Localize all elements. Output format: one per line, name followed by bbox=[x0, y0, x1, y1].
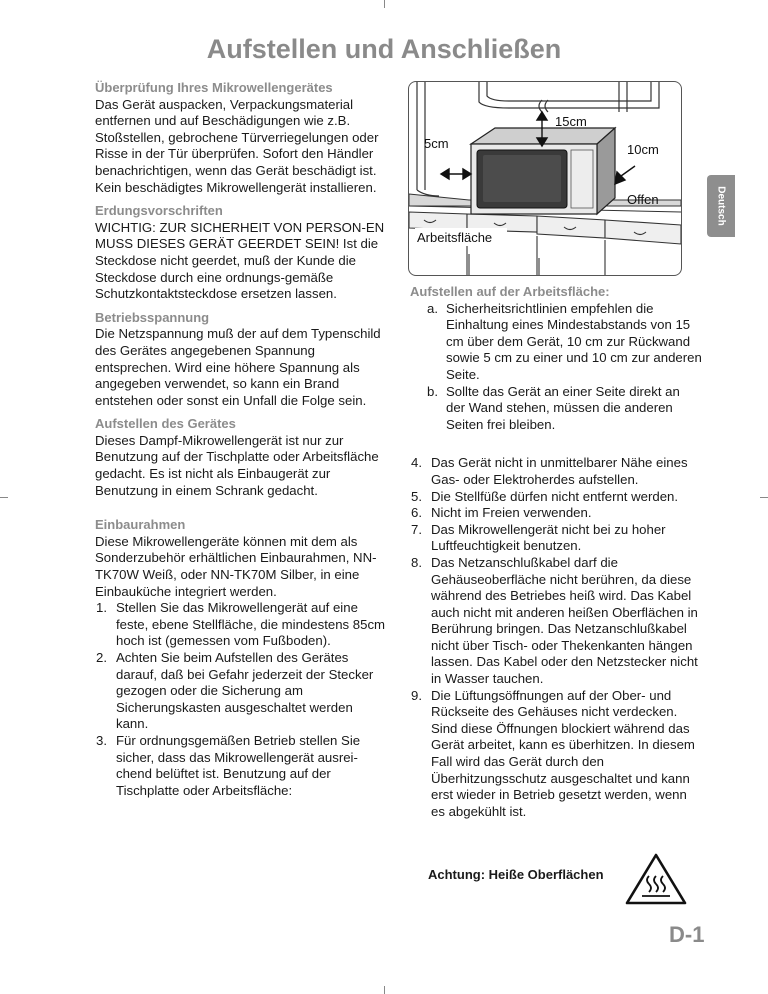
label-offen: Offen bbox=[627, 192, 659, 207]
language-tab-label: Deutsch bbox=[715, 186, 727, 226]
list-item: 4. Das Gerät nicht in unmittelbarer Nähe eines Gas- oder Elektroherdes aufstellen. bbox=[411, 455, 688, 487]
steps-list-left bbox=[95, 600, 387, 799]
hot-surface-icon bbox=[624, 852, 688, 911]
crop-mark bbox=[384, 986, 385, 994]
list-item: 9. Die Lüftungsöffnungen auf der Ober- und Rückseite des Gehäuses nicht verdecken. Sind diese Öffnungen blockiert während das Gerät arbeitet, kann es überhitzen. In diesem Fall wird das Gerät durch den Überhitzungsschutz ausgeschaltet und kann erst wieder in Betrieb gesetzt werden, wenn es abgekühlt ist. bbox=[411, 687, 695, 819]
right-column bbox=[410, 284, 702, 820]
section-heading-inspection: Überprüfung Ihres Mikrowellengerätes bbox=[95, 80, 333, 95]
list-item: 3. Für ordnungsgemäßen Betrieb stellen Sie sicher, dass das Mikrowellengerät ausrei-chend belüftet ist. Benutzung auf der Tischplatte oder Arbeitsfläche: bbox=[96, 732, 361, 798]
list-item: 2. Achten Sie beim Aufstellen des Gerätes darauf, daß bei Gefahr jederzeit der Stecker gezogen oder die Sicherung am Sicherungskasten ausgeschaltet werden kann. bbox=[96, 650, 374, 732]
list-item: b. Sollte das Gerät an einer Seite direkt an der Wand stehen, müssen die anderen Seiten frei bleiben. bbox=[427, 383, 680, 432]
section-heading-frame: Einbaurahmen bbox=[95, 517, 186, 533]
crop-mark bbox=[760, 497, 768, 498]
page-title: Aufstellen und Anschließen bbox=[206, 34, 562, 64]
section-text-placement: Dieses Dampf-Mikrowellengerät ist nur zur Benutzung auf der Tischplatte oder Arbeitsfläche gedacht. Es ist nicht als Einbaugerät zur Benutzung in einem Schrank gedacht. bbox=[95, 432, 379, 498]
crop-mark bbox=[0, 497, 8, 498]
section-heading-voltage: Betriebsspannung bbox=[95, 309, 210, 325]
label-5cm: 5cm bbox=[424, 136, 449, 151]
list-item: 7. Das Mikrowellengerät nicht bei zu hoher Luftfeuchtigkeit benutzen. bbox=[411, 521, 666, 554]
section-heading-placement: Aufstellen des Gerätes bbox=[95, 416, 236, 432]
section-text-grounding: WICHTIG: ZUR SICHERHEIT VON PERSON-EN MUSS DIESES GERÄT GEERDET SEIN! Ist die Steckdose nicht geerdet, muß der Kunde die Steckdose durch eine ordnungs-gemäße Schutzkontaktsteckdose ersetzen lassen. bbox=[95, 219, 385, 302]
label-15cm: 15cm bbox=[555, 114, 587, 129]
left-column bbox=[95, 80, 387, 799]
language-tab bbox=[707, 175, 735, 237]
list-item: 1. Stellen Sie das Mikrowellengerät auf eine feste, ebene Stellfläche, die mindestens 85cm hoch ist (gemessen vom Fußboden). bbox=[96, 600, 386, 649]
label-arbeitsflaeche: Arbeitsfläche bbox=[417, 230, 493, 245]
list-item: a. Sicherheitsrichtlinien empfehlen die Einhaltung eines Mindestabstands von 15 cm über dem Gerät, 10 cm zur Rückwand sowie 5 cm zu einer und 10 cm zur anderen Seite. bbox=[427, 300, 702, 382]
sub-list bbox=[410, 301, 702, 434]
section-text-inspection: Das Gerät auspacken, Verpackungsmaterial entfernen und auf Beschädigungen wie z.B. Stoßstellen, gebrochene Türverriegelungen oder Risse in der Tür überprüfen. Sofort den Händler benachrichtigen, wenn das Gerät beschädigt ist. Kein beschädigtes Mikrowellengerät installieren. bbox=[95, 96, 379, 195]
label-10cm: 10cm bbox=[627, 142, 659, 157]
steps-list-right bbox=[410, 455, 702, 820]
list-item: 5. Die Stellfüße dürfen nicht entfernt werden. bbox=[411, 488, 679, 504]
section-heading-countertop: Aufstellen auf der Arbeitsfläche: bbox=[410, 284, 610, 299]
kitchen-drawing bbox=[409, 82, 681, 275]
section-text-voltage: Die Netzspannung muß der auf dem Typenschild des Gerätes angegebenen Spannung entsprechen. Wird eine höhere Spannung als angegeben verwendet, so kann ein Brand entstehen oder sonst ein Unfall die Folge sein. bbox=[95, 326, 381, 408]
crop-mark bbox=[384, 0, 385, 8]
list-item: 8. Das Netzanschlußkabel darf die Gehäuseoberfläche nicht berühren, da diese während des Betriebes heiß wird. Das Kabel auch nicht mit anderen heißen Oberflächen in Berührung bringen. Das Netzanschlußkabel nicht über Tisch- oder Thekenkanten hängen lassen. Das Kabel oder den Netzstecker nicht in Wasser tauchen. bbox=[411, 554, 698, 687]
hot-surface-warning: Achtung: Heiße Oberflächen bbox=[428, 867, 604, 882]
section-text-frame: Diese Mikrowellengeräte können mit dem als Sonderzubehör erhältlichen Einbaurahmen, NN-TK70W Weiß, oder NN-TK70M Silber, in eine Einbauküche integriert werden. bbox=[95, 533, 377, 599]
section-heading-grounding: Erdungsvorschriften bbox=[95, 203, 223, 219]
installation-illustration bbox=[408, 81, 682, 276]
list-item: 6. Nicht im Freien verwenden. bbox=[411, 505, 592, 521]
page-number: D-1 bbox=[669, 922, 705, 947]
